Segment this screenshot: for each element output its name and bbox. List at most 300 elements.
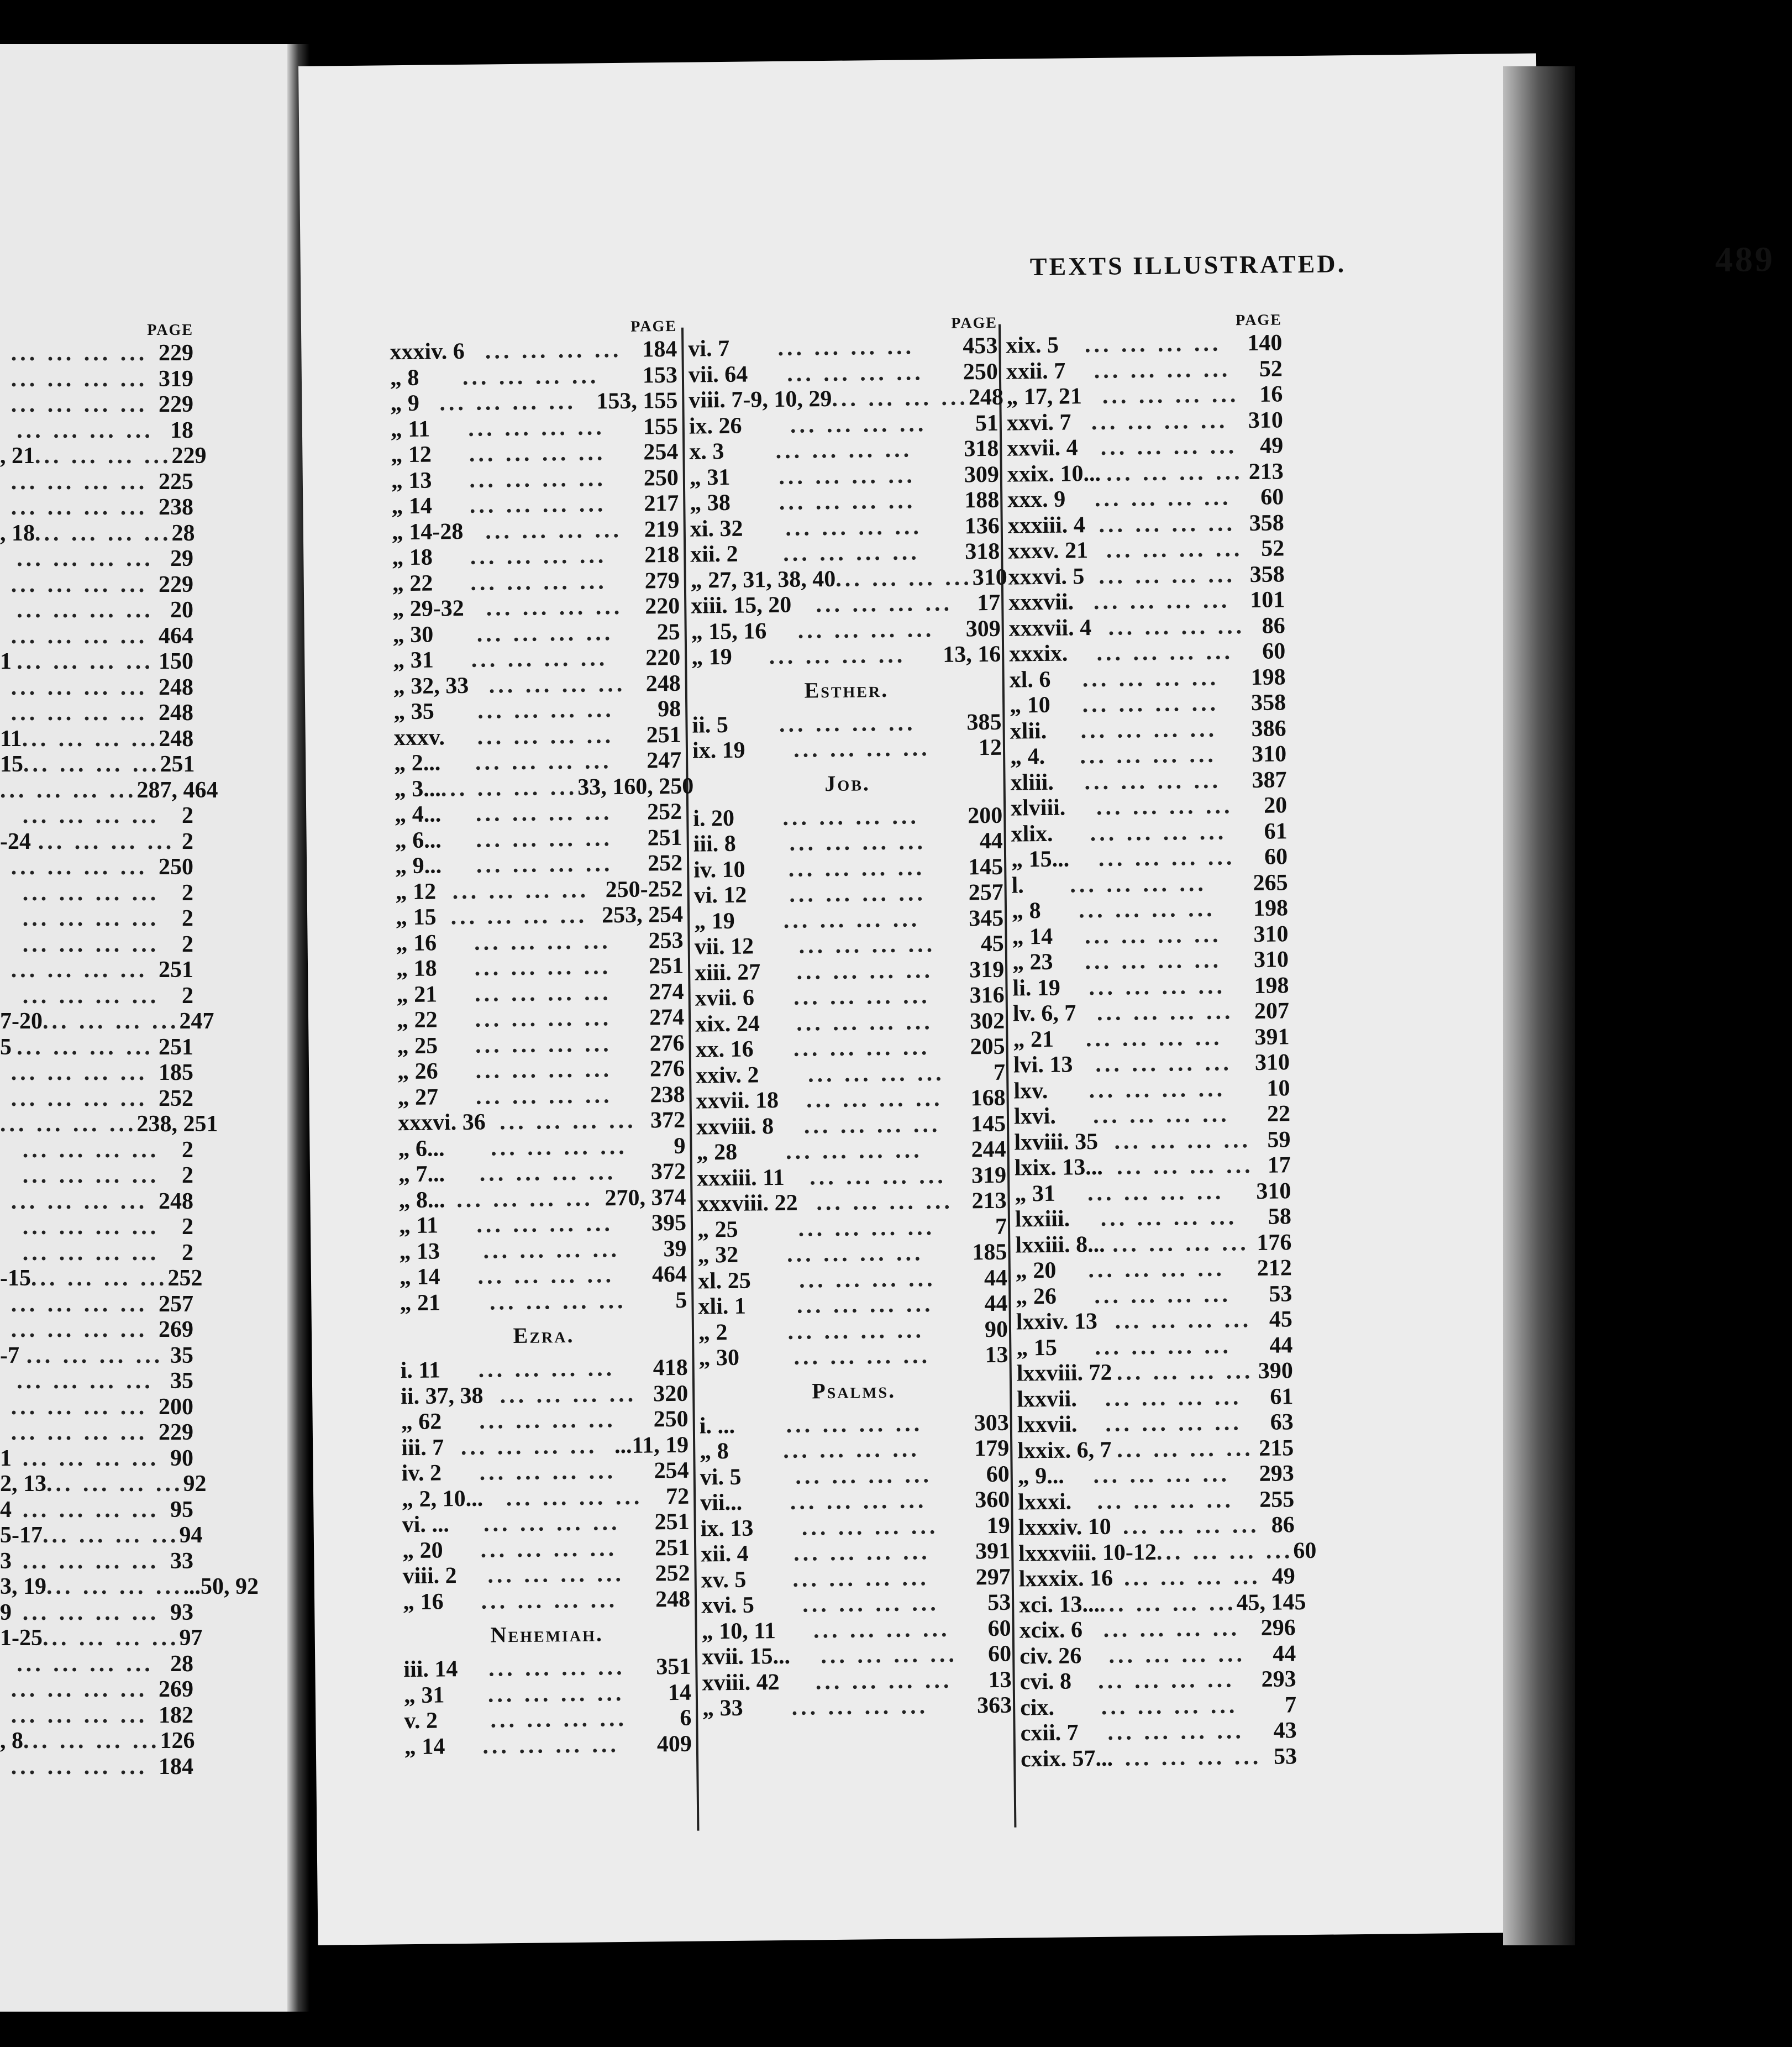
leader-dots: ... ... ... ... [1100,1204,1238,1231]
verse-reference: xxiv. 2 [695,1062,759,1089]
verse-reference: „ 14 [391,493,433,519]
index-entry [0,340,193,366]
verse-reference: xlii. [1010,718,1047,744]
page-reference: 35 [170,1368,193,1394]
book-heading: Esther. [804,676,889,702]
index-entry [0,1523,203,1549]
leader-dots: ... ... ... ... [1070,870,1207,897]
leader-dots: ... ... ... ... [475,800,613,827]
page-reference: 29 [170,546,193,571]
page-reference: 10 [1267,1075,1290,1101]
page-reference: 269 [159,1317,193,1342]
index-entry [0,1625,203,1651]
verse-reference: xxxviii. 22 [697,1190,798,1217]
page-reference: 61 [1270,1383,1294,1410]
leader-dots: ... ... ... ... [22,1163,160,1188]
verse-reference: lv. 6, 7 [1012,1000,1076,1027]
leader-dots: ... ... ... ... [43,1625,180,1651]
page-reference: 179 [974,1435,1010,1462]
leader-dots: ... ... ... ... [22,1137,160,1163]
index-entry [1018,1537,1317,1567]
index-entry [696,1085,1005,1114]
index-entry [391,491,679,519]
page-reference: 358 [1249,561,1285,587]
index-entry [1013,1075,1290,1104]
verse-reference: „ 15... [1011,846,1070,873]
leader-dots: ... ... ... ... [10,340,148,366]
verse-reference: xx. 16 [695,1036,754,1063]
index-entry [1020,1692,1296,1721]
page-reference: 16 [1259,381,1283,407]
page-reference: 293 [1259,1461,1295,1487]
leader-dots: ... ... ... ... [469,440,606,467]
index-entry [1015,1178,1291,1207]
page-reference: 390 [1258,1358,1294,1384]
page-reference: 9 [674,1133,686,1159]
verse-reference: xxvii. 4 [1007,435,1078,461]
index-entry [398,1133,685,1162]
running-head [743,239,1775,281]
verse-reference: „ 9... [395,853,442,879]
index-entry [700,1436,1009,1465]
leader-dots: ... ... ... ... [460,1432,598,1460]
index-entry [701,1615,1011,1644]
verse-reference: „ 8 [700,1438,729,1465]
page-reference: 101 [1249,587,1285,613]
leader-dots: ... ... ... ... [10,366,148,392]
page-reference: 252 [647,850,683,876]
index-entry [393,696,681,725]
page-reference: 17 [1267,1152,1291,1178]
page-number: 489 [1715,239,1775,280]
page-reference: 198 [1253,895,1289,921]
page-reference: 293 [1261,1666,1296,1692]
verse-reference: lxxxiv. 10 [1018,1514,1112,1541]
leader-dots: ... ... ... ... [1103,1615,1241,1642]
leader-dots: ... ... ... ... [806,1085,943,1113]
index-entry [1006,356,1283,385]
leader-dots: ... ... ... ... [483,1510,621,1537]
leader-dots: ... ... ... ... [22,1599,160,1625]
page-reference: 2 [182,803,193,828]
leader-dots: ... ... ... ... [10,1677,148,1702]
page-reference: 238 [159,495,193,520]
index-entry [402,1561,690,1589]
index-entry [698,1291,1007,1320]
index-entry [0,495,193,521]
verse-reference: xxxvi. 36 [397,1109,486,1136]
page-reference: 358 [1250,690,1286,716]
leader-dots: ... ... ... ... [1124,1744,1262,1771]
verse-reference: „ 17, 21 [1006,384,1082,410]
index-entry [689,436,999,465]
leader-dots: ... ... ... ... [489,1288,627,1315]
index-entry [401,1381,688,1409]
page-reference: 229 [159,392,193,417]
index-entry [690,461,999,490]
index-entry [1018,1461,1294,1489]
index-entry [0,1703,193,1729]
verse-reference: „ 2 [698,1319,728,1346]
page-reference: 303 [974,1410,1010,1436]
page-reference: 287, 464 [136,777,218,803]
leader-dots: ... ... ... ... [1088,1256,1226,1283]
leader-dots: ... ... ... ... [38,828,175,854]
verse-reference: „ 8 [390,365,419,391]
page-reference: 188 [964,487,1000,513]
index-entry [392,542,679,571]
page-reference: 409 [656,1731,692,1757]
verse-reference: „ 31 [393,647,434,674]
leader-dots: ... ... ... ... [0,777,137,803]
page-reference: 372 [650,1107,686,1133]
leader-dots: ... ... ... ... [10,700,148,726]
verse-reference: 9 [0,1599,12,1625]
index-entry [0,829,193,855]
index-entry [0,1600,193,1626]
leader-dots: ... ... ... ... [487,1680,625,1708]
page-reference: 213 [1248,458,1284,485]
page-reference: 33 [170,1548,193,1574]
book-heading: Ezra. [513,1322,575,1348]
index-entry [1013,998,1289,1027]
page-reference: 2 [182,906,193,931]
leader-dots: ... ... ... ... [813,1616,950,1643]
index-entry [0,1651,193,1677]
index-entry [1017,1358,1293,1387]
leader-dots: ... ... ... ... [46,1471,183,1497]
index-entry [0,700,193,726]
leader-dots: ... ... ... ... [1084,330,1222,358]
page-reference: 97 [179,1625,203,1651]
leader-dots: ... ... ... ... [1092,1101,1230,1129]
verse-reference: 15 [0,752,23,777]
leader-dots: ... ... ... ... [479,1458,617,1486]
page-reference: 251 [646,722,681,748]
index-entry [0,1240,193,1266]
index-entry [396,953,684,982]
index-entry [1017,1384,1293,1413]
leader-dots: ... ... ... ... [1097,1667,1235,1694]
leader-dots: ... ... ... ... [471,645,608,673]
page-reference: 309 [965,616,1001,642]
leader-dots: ... ... ... ... [17,1651,154,1677]
page-reference: 358 [1249,510,1284,536]
page-reference: 93 [170,1599,193,1625]
index-entry [1006,381,1283,410]
leader-dots: ... ... ... ... [440,774,578,801]
index-entry [695,983,1004,1011]
leader-dots: ... ... ... ... [22,1548,160,1574]
index-entry [0,1394,193,1420]
verse-reference: „ 2, 10... [401,1486,484,1512]
verse-reference: „ 6... [395,827,442,853]
verse-reference: „ 15, 16 [691,618,767,645]
page-reference: 254 [654,1457,689,1484]
index-entry [1010,767,1286,796]
page-reference: 391 [1254,1023,1290,1050]
verse-reference: xlix. [1011,821,1053,847]
leader-dots: ... ... ... ... [17,1368,154,1394]
leader-dots: ... ... ... ... [782,539,920,566]
leader-dots: ... ... ... ... [1087,1179,1225,1206]
verse-reference: l. [1011,872,1024,899]
verse-reference: v. 2 [404,1708,438,1734]
page-reference: 310 [972,564,1007,590]
verse-reference: i. 11 [400,1357,441,1384]
index-entry [402,1483,689,1512]
leader-dots: ... ... ... ... [474,928,611,956]
leader-dots: ... ... ... ... [476,620,614,647]
leader-dots: ... ... ... ... [479,1159,617,1187]
page-reference: 238, 251 [136,1111,218,1137]
index-entry [1010,690,1286,718]
page-reference: 61 [1264,818,1287,844]
page-reference: 251 [160,752,195,777]
verse-reference: „ 22 [396,1007,438,1033]
verse-reference: 5 [0,1034,12,1060]
page-reference: 269 [159,1677,193,1702]
page-reference: 94 [179,1523,203,1548]
page-reference: 274 [649,1004,685,1031]
verse-reference: 2, 13 [0,1471,46,1497]
index-entry [0,1677,193,1703]
leader-dots: ... ... ... ... [22,726,159,752]
verse-reference: lxxxviii. 10-12 [1018,1539,1157,1566]
verse-reference: iii. 14 [403,1656,458,1683]
leader-dots: ... ... ... ... [486,594,623,621]
page-reference: 185 [972,1239,1007,1266]
index-entry [400,1262,687,1290]
verse-reference: vii. 12 [694,933,754,960]
index-entry [400,1355,687,1384]
leader-dots: ... ... ... ... [815,1667,953,1694]
verse-reference: xxxvii. [1008,589,1074,616]
verse-reference: „ 15 [395,904,437,931]
leader-dots: ... ... ... ... [10,957,148,983]
leader-dots: ... ... ... ... [483,1236,621,1264]
index-entry [0,777,218,804]
page-reference: 19 [986,1513,1010,1539]
index-entry [0,1292,193,1318]
page-reference: 320 [653,1381,689,1406]
verse-reference: xix. 24 [695,1010,760,1037]
leader-dots: ... ... ... ... [790,411,927,438]
leader-dots: ... ... ... ... [793,983,931,1010]
page-reference: 247 [646,747,682,774]
leader-dots: ... ... ... ... [1097,1487,1234,1514]
verse-reference: xl. 25 [697,1268,751,1294]
page-reference: 63 [1270,1409,1294,1435]
verse-reference: „ 14 [399,1264,440,1290]
leader-dots: ... ... ... ... [10,392,148,417]
leader-dots: ... ... ... ... [1080,716,1218,743]
leader-dots: ... ... ... ... [35,520,172,546]
verse-reference: „ 18 [392,544,433,571]
index-entry [697,1162,1006,1191]
verse-reference: „ 28 [696,1139,738,1166]
page-reference: 86 [1262,612,1285,639]
left-page-column [0,321,259,1780]
leader-dots: ... ... ... ... [485,517,623,544]
leader-dots: ... ... ... ... [479,1407,616,1434]
verse-reference: lxv. [1013,1078,1048,1104]
leader-dots: ... ... ... ... [807,1060,945,1087]
page-reference: 252 [655,1560,690,1587]
index-entry [0,752,193,778]
page-reference: 44 [1269,1332,1293,1358]
page-reference: 252 [159,1085,193,1111]
leader-dots: ... ... ... ... [478,1356,616,1383]
page-reference: 310 [1253,947,1289,973]
index-entry [0,546,193,572]
index-entry [1006,330,1282,359]
page-reference: 464 [651,1261,687,1288]
page-reference: 220 [645,644,681,671]
index-entry [1015,1230,1291,1258]
verse-reference: 3, 19 [0,1574,46,1599]
index-entry [398,1108,685,1136]
page-reference: 12 [978,734,1002,761]
page-reference: 2 [182,983,193,1009]
index-entry [0,880,193,906]
index-entry [0,1111,218,1137]
leader-dots: ... ... ... ... [475,748,612,775]
page-reference: 310 [1253,921,1289,947]
index-entry [701,1513,1010,1541]
page-reference: 52 [1260,536,1285,561]
index-entry [700,1410,1009,1439]
leader-dots: ... ... ... ... [1115,1307,1252,1334]
leader-dots: ... ... ... ... [1105,1410,1243,1437]
leader-dots: ... ... ... ... [1084,922,1222,949]
index-entry [0,418,193,444]
verse-reference: 1-25 [0,1625,43,1651]
page-reference: 7 [995,1214,1007,1240]
page-reference: 90 [984,1316,1008,1342]
index-entry [1015,1204,1291,1232]
verse-reference: civ. 26 [1019,1642,1082,1669]
page-reference: 219 [644,516,680,542]
leader-dots: ... ... ... ... [474,979,612,1007]
verse-reference: ix. 26 [689,413,742,439]
leader-dots: ... ... ... ... [10,1702,148,1728]
index-entry [0,1420,193,1446]
page-label: PAGE [951,314,998,332]
verse-reference: „ 14 [404,1733,445,1760]
verse-reference: x. 3 [689,438,724,465]
page-reference: 153, 155 [596,387,678,414]
page-reference: 13 [988,1667,1012,1693]
verse-reference: ix. 13 [700,1515,754,1542]
page-reference: 59 [1267,1126,1291,1153]
leader-dots: ... ... ... ... [796,1292,934,1319]
page-reference: 198 [1254,972,1289,999]
verse-reference: vi. ... [402,1511,450,1538]
page-reference: 2 [182,931,193,957]
page-reference: 58 [1268,1204,1292,1230]
verse-reference: lxvi. [1013,1103,1057,1130]
page-reference: 274 [649,979,684,1005]
page-reference: 53 [987,1589,1011,1616]
leader-dots: ... ... ... ... [1116,1153,1254,1180]
leader-dots: ... ... ... ... [10,674,148,700]
leader-dots: ... ... ... ... [469,491,607,518]
verse-reference: „ 31 [403,1682,445,1708]
page-reference: 248 [968,384,1004,411]
verse-reference: ix. 19 [692,737,745,764]
verse-reference: „ 20 [1015,1257,1057,1284]
index-entry [1011,844,1287,873]
index-entry [402,1535,690,1563]
leader-dots: ... ... ... ... [477,697,614,724]
index-entry [394,748,681,776]
verse-reference: xii. 2 [690,541,738,568]
index-entry [700,1461,1010,1490]
verse-reference: „ 25 [397,1032,438,1059]
page-reference: 28 [170,1651,193,1677]
verse-reference: „ 14-28 [391,518,464,545]
leader-dots: ... ... ... ... [798,1214,936,1242]
verse-reference: „ 27, 31, 38, 40 [690,566,836,594]
page-reference: 310 [1256,1178,1291,1204]
index-entry [1009,664,1285,693]
index-entry [696,1111,1006,1140]
index-entry [0,1086,193,1112]
index-entry [0,675,193,701]
verse-reference: „ 13 [399,1238,440,1264]
index-entry [396,927,683,956]
page-reference: 351 [656,1654,691,1680]
index-entry [0,957,193,983]
verse-reference: lxxvii. [1017,1385,1078,1413]
leader-dots: ... ... ... ... [1102,382,1239,409]
verse-reference: 1 [0,1445,12,1471]
page-reference: 145 [968,854,1003,880]
page-reference: 248 [159,726,194,752]
page-reference: 60 [1264,844,1288,870]
leader-dots: ... ... ... ... [439,389,577,416]
index-entry [0,1549,193,1574]
index-entry [1014,1101,1290,1130]
verse-reference: „ 15 [1016,1335,1058,1361]
page-reference: 45 [1269,1306,1293,1332]
page-reference: 302 [969,1008,1005,1034]
index-entry [392,568,680,596]
index-entry [1011,818,1287,847]
leader-dots: ... ... ... ... [475,1082,613,1110]
page-reference: 248 [645,670,681,696]
verse-reference: „ 25 [697,1216,738,1243]
leader-dots: ... ... ... ... [476,1211,614,1238]
page-reference: 200 [968,802,1003,828]
leader-dots: ... ... ... ... [1116,1358,1254,1385]
verse-reference: lxviii. 35 [1014,1129,1099,1156]
page-reference: 153 [642,362,678,389]
index-entry [694,880,1003,909]
leader-dots: ... ... ... ... [17,649,154,674]
index-entry [693,828,1003,857]
verse-reference: xliii. [1010,769,1054,796]
leader-dots: ... ... ... ... [482,1731,620,1759]
leader-dots: ... ... ... ... [1091,407,1228,435]
page-reference: 126 [160,1728,195,1754]
page-reference: 60 [1293,1537,1317,1563]
page-reference: 395 [651,1210,687,1236]
index-entry [0,1446,193,1472]
index-entry [393,619,680,648]
leader-dots: ... ... ... ... [793,1035,931,1062]
